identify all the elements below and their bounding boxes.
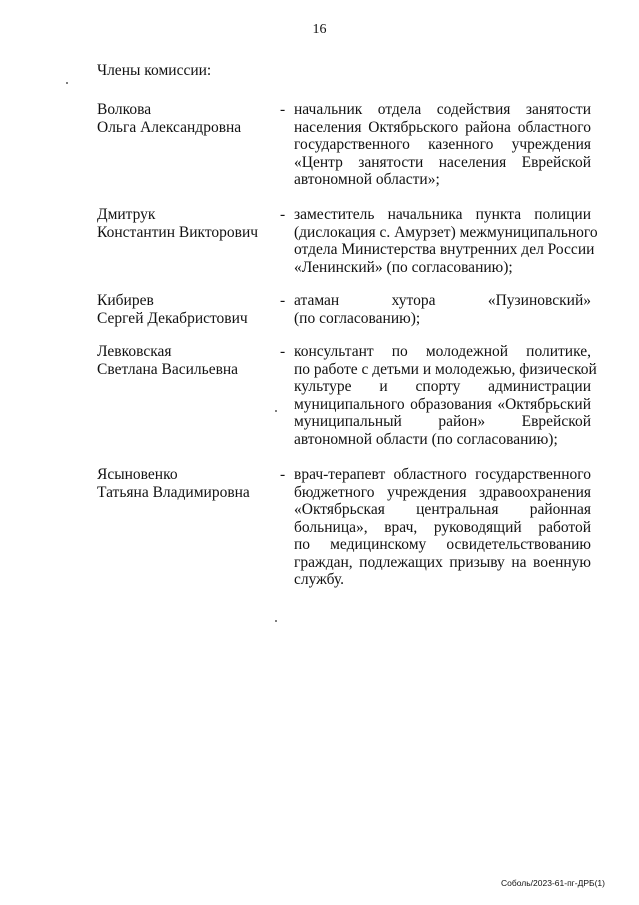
member-given-names: Татьяна Владимировна xyxy=(97,483,250,501)
member-surname: Дмитрук xyxy=(97,206,156,223)
role-line: врач-терапевт областного государственного xyxy=(294,466,591,483)
member-name xyxy=(97,206,277,241)
role-line: государственного казенного учреждения xyxy=(294,136,591,153)
role-line: (по согласованию); xyxy=(294,309,421,327)
role-line: муниципального образования «Октябрьский xyxy=(294,395,591,413)
list-dash: - xyxy=(280,466,286,483)
member-given-names: Константин Викторович xyxy=(97,223,259,241)
member-role xyxy=(294,206,598,276)
member-surname: Левковская xyxy=(97,343,172,360)
list-dash: - xyxy=(280,292,286,309)
member-name xyxy=(97,101,277,136)
role-line: «Ленинский» (по согласованию); xyxy=(294,258,513,276)
role-line: культуре и спорту администрации xyxy=(294,378,591,395)
member-given-names: Светлана Васильевна xyxy=(97,360,239,378)
member-role xyxy=(294,466,591,589)
member-name xyxy=(97,343,277,378)
member-surname: Ясыновенко xyxy=(97,466,178,483)
role-line: граждан, подлежащих призыву на военную xyxy=(294,553,591,571)
role-line: «Центр занятости населения Еврейской xyxy=(294,153,591,171)
scan-speck xyxy=(275,620,277,622)
role-line: (дислокация с. Амурзет) межмуниципального xyxy=(294,223,598,241)
role-line: населения Октябрьского района областного xyxy=(294,118,591,136)
role-line: консультант по молодежной политике, xyxy=(294,343,591,360)
role-line: «Октябрьская центральная районная xyxy=(294,501,591,518)
member-role xyxy=(294,292,591,327)
list-dash: - xyxy=(280,206,286,223)
member-surname: Кибирев xyxy=(97,292,154,309)
role-line: больница», врач, руководящий работой xyxy=(294,518,591,536)
document-footer-code: Соболь/2023-61-пг-ДРБ(1) xyxy=(501,878,605,888)
member-surname: Волкова xyxy=(97,101,152,118)
scan-speck xyxy=(275,410,277,412)
page-number: 16 xyxy=(312,22,327,37)
scan-speck xyxy=(66,82,68,84)
role-line: заместитель начальника пункта полиции xyxy=(294,206,591,223)
role-line: отдела Министерства внутренних дел России xyxy=(294,241,595,258)
section-heading: Члены комиссии: xyxy=(97,62,212,79)
member-given-names: Сергей Декабристович xyxy=(97,309,248,327)
role-line: автономной области»; xyxy=(294,171,440,188)
role-line: начальник отдела содействия занятости xyxy=(294,101,591,118)
role-line: по медицинскому освидетельствованию xyxy=(294,536,591,553)
list-dash: - xyxy=(280,343,286,360)
member-role xyxy=(294,343,597,448)
member-name xyxy=(97,466,277,501)
member-role xyxy=(294,101,591,189)
member-given-names: Ольга Александровна xyxy=(97,118,242,136)
list-dash: - xyxy=(280,101,286,118)
member-name xyxy=(97,292,277,327)
role-line: службу. xyxy=(294,571,345,588)
role-line: бюджетного учреждения здравоохранения xyxy=(294,483,591,501)
role-line: по работе с детьми и молодежью, физической xyxy=(294,360,597,378)
role-line: муниципальный район» Еврейской xyxy=(294,413,591,430)
role-line: автономной области (по согласованию); xyxy=(294,430,558,448)
role-line: атаман хутора «Пузиновский» xyxy=(294,292,591,309)
